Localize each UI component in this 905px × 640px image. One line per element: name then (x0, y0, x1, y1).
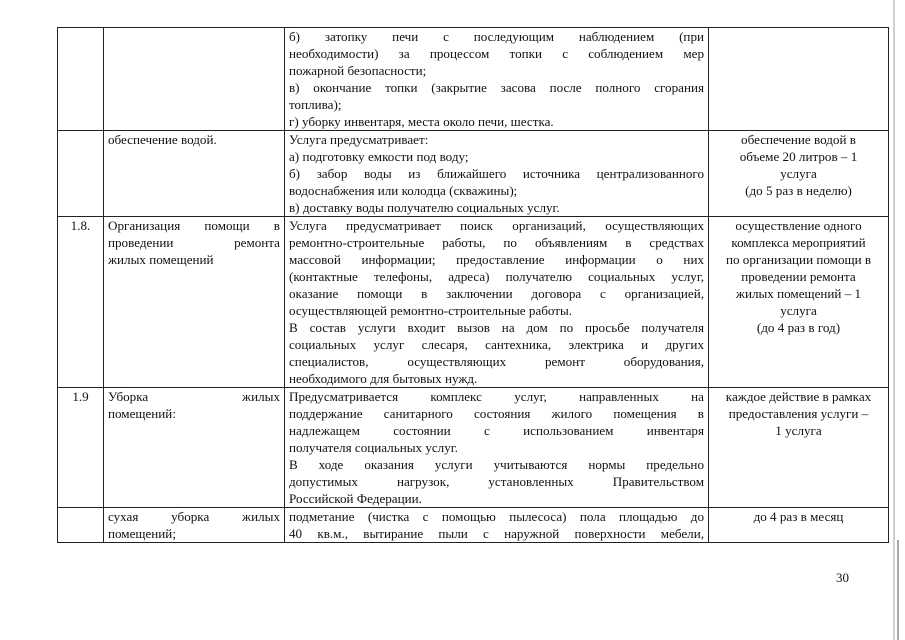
row-number-cell (58, 131, 104, 217)
service-description-cell (285, 131, 709, 217)
description-line: Российской Федерации. (289, 491, 422, 506)
description-line: В ходе оказания услуги учитываются нормы предельно (289, 457, 704, 472)
description-line: (контактные телефоны, адреса) получателю социальных услуг, (289, 269, 704, 284)
description-line: специалистов, осуществляющих ремонт оборудования, (289, 354, 704, 369)
volume-line: по организации помощи в (725, 252, 872, 267)
name-line: помещений: (108, 406, 176, 421)
description-line: б) забор воды из ближайшего источника централизованного (289, 166, 704, 181)
row-number-cell: 1.8. (58, 217, 104, 388)
service-description-cell (285, 388, 709, 508)
description-line: Предусматривается комплекс услуг, направленных на (289, 389, 704, 404)
service-description-cell (285, 217, 709, 388)
table-row (58, 28, 889, 131)
volume-line: комплекса мероприятий (731, 235, 866, 250)
row-number-cell: 1.9 (58, 388, 104, 508)
page-number: 30 (836, 570, 849, 585)
description-line: водоснабжения или колодца (скважины); (289, 183, 518, 198)
row-number-cell (58, 508, 104, 543)
table-row (58, 217, 889, 388)
service-volume-cell: до 4 раз в месяц (709, 508, 889, 543)
service-description-cell (285, 28, 709, 131)
table-row (58, 508, 889, 543)
scan-edge-line-lower (897, 540, 899, 640)
volume-line: осуществление одного (735, 218, 862, 233)
description-line: топлива); (289, 97, 342, 112)
volume-line: предоставления услуги – (728, 406, 869, 421)
name-line: жилых помещений (108, 252, 214, 267)
description-line: необходимости) за процессом топки с соблюдением мер (289, 46, 704, 61)
description-line: надлежащем состоянии с использованием инвентаря (289, 423, 704, 438)
volume-line: проведении ремонта (741, 269, 856, 284)
name-line: сухая уборка жилых (108, 509, 280, 524)
volume-line: объеме 20 литров – 1 (739, 149, 858, 164)
description-line: поддержание санитарного состояния жилого помещения в (289, 406, 704, 421)
description-line: 40 кв.м., вытирание пыли с наружной поверхности мебели, (289, 526, 704, 541)
description-line: оказание помощи в заключении договора с организацией, (289, 286, 704, 301)
description-line: б) затопку печи с последующим наблюдением (при (289, 29, 704, 44)
volume-line: (до 5 раз в неделю) (745, 183, 852, 198)
volume-line: услуга (780, 166, 817, 181)
name-line: Уборка жилых (108, 389, 280, 404)
description-line: пожарной безопасности; (289, 63, 427, 78)
description-line: в) окончание топки (закрытие засова после полного сгорания (289, 80, 704, 95)
service-name-cell (104, 217, 285, 388)
description-line: получателя социальных услуг. (289, 440, 458, 455)
description-line: ремонтно-строительные работы, по объявлениям в средствах (289, 235, 704, 250)
description-line: а) подготовку емкости под воду; (289, 149, 469, 164)
service-name-cell (104, 508, 285, 543)
service-description-cell (285, 508, 709, 543)
services-table (57, 27, 889, 543)
description-line: Услуга предусматривает поиск организаций, осуществляющих (289, 218, 704, 233)
table-row (58, 388, 889, 508)
description-line: допустимых нагрузок, установленных Правительством (289, 474, 704, 489)
service-volume-cell (709, 28, 889, 131)
description-line: В состав услуги входит вызов на дом по просьбе получателя (289, 320, 704, 335)
description-line: необходимого для бытовых нужд. (289, 371, 478, 386)
service-name-cell: обеспечение водой. (104, 131, 285, 217)
volume-line: обеспечение водой в (741, 132, 856, 147)
volume-line: (до 4 раз в год) (756, 320, 841, 335)
description-line: осуществляющей ремонтно-строительные работы. (289, 303, 573, 318)
row-number-cell (58, 28, 104, 131)
description-line: подметание (чистка с помощью пылесоса) пола площадью до (289, 509, 704, 524)
volume-line: жилых помещений – 1 (735, 286, 862, 301)
name-line: Организация помощи в (108, 218, 280, 233)
volume-line: услуга (780, 303, 817, 318)
description-line: социальных услуг слесаря, сантехника, электрика и других (289, 337, 704, 352)
name-line: помещений; (108, 526, 176, 541)
volume-line: 1 услуга (775, 423, 822, 438)
service-name-cell (104, 28, 285, 131)
service-volume-cell (709, 388, 889, 508)
description-line: Услуга предусматривает: (289, 132, 429, 147)
table-row (58, 131, 889, 217)
volume-line: каждое действие в рамках (725, 389, 872, 404)
scan-edge-line (893, 0, 895, 640)
service-name-cell (104, 388, 285, 508)
service-volume-cell (709, 131, 889, 217)
description-line: массовой информации; предоставление информации о них (289, 252, 704, 267)
description-line: г) уборку инвентаря, места около печи, шестка. (289, 114, 554, 129)
description-line: в) доставку воды получателю социальных услуг. (289, 200, 560, 215)
service-volume-cell (709, 217, 889, 388)
name-line: проведении ремонта (108, 235, 280, 250)
